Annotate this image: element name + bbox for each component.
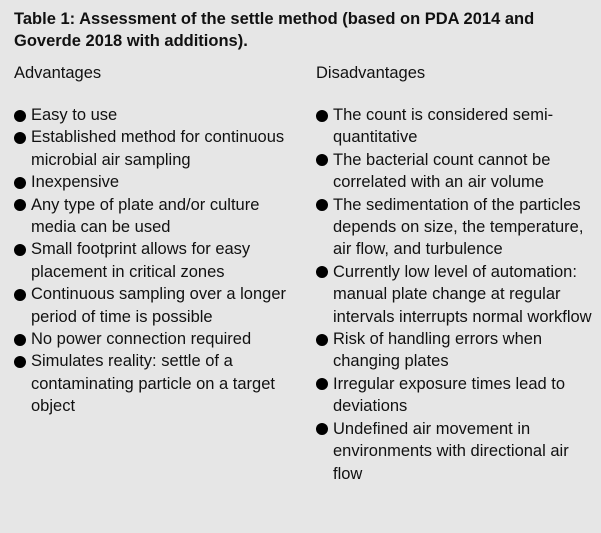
list-item-text: Easy to use (31, 106, 118, 124)
list-item-text: The sedimentation of the particles depends on size, the temperature, air flow, and turbulence (333, 195, 584, 259)
list-item-text: Established method for continuous microbial air sampling (31, 128, 285, 169)
bullet-icon (14, 289, 26, 301)
disadvantages-column (316, 62, 599, 485)
list-item (316, 261, 599, 328)
list-item-text: Currently low level of automation: manual plate change at regular intervals interrupts normal workflow (333, 262, 592, 326)
list-item (14, 126, 304, 171)
advantages-heading: Advantages (14, 64, 102, 82)
list-item-text: No power connection required (31, 330, 252, 349)
bullet-icon (14, 110, 26, 122)
list-item (14, 194, 304, 239)
bullet-icon (14, 334, 26, 346)
list-item-text: Simulates reality: settle of a contaminating particle on a target object (31, 352, 275, 416)
advantages-column (14, 62, 304, 418)
list-item (14, 104, 304, 126)
table-caption: Table 1: Assessment of the settle method (based on PDA 2014 and Goverde 2018 with additions). (14, 10, 535, 50)
list-item (316, 194, 599, 261)
list-item (14, 283, 304, 328)
disadvantages-list (316, 104, 599, 485)
bullet-icon (316, 110, 328, 122)
bullet-icon (14, 132, 26, 144)
bullet-icon (316, 266, 328, 278)
bullet-icon (14, 244, 26, 256)
list-item-text: Irregular exposure times lead to deviations (333, 374, 566, 416)
bullet-icon (316, 154, 328, 166)
list-item-text: The count is considered semi-quantitative (333, 106, 554, 147)
bullet-icon (316, 423, 328, 435)
list-item-text: Small footprint allows for easy placement in critical zones (31, 240, 251, 281)
advantages-list (14, 104, 304, 418)
list-item (316, 104, 599, 149)
bullet-icon (14, 177, 26, 189)
list-item-text: Risk of handling errors when changing plates (333, 330, 543, 371)
list-item (14, 238, 304, 283)
list-item (14, 328, 304, 350)
disadvantages-heading: Disadvantages (316, 64, 426, 82)
list-item-text: Any type of plate and/or culture media can be used (31, 195, 260, 237)
list-item (316, 373, 599, 418)
bullet-icon (316, 334, 328, 346)
bullet-icon (14, 356, 26, 368)
list-item-text: The bacterial count cannot be correlated with an air volume (333, 150, 551, 192)
list-item (14, 171, 304, 193)
list-item (316, 149, 599, 194)
list-item-text: Undefined air movement in environments with directional air flow (333, 419, 569, 483)
list-item-text: Inexpensive (31, 173, 120, 192)
list-item (316, 328, 599, 373)
bullet-icon (316, 199, 328, 211)
list-item (14, 350, 304, 417)
list-item (316, 418, 599, 485)
bullet-icon (316, 378, 328, 390)
bullet-icon (14, 199, 26, 211)
list-item-text: Continuous sampling over a longer period of time is possible (31, 285, 286, 326)
